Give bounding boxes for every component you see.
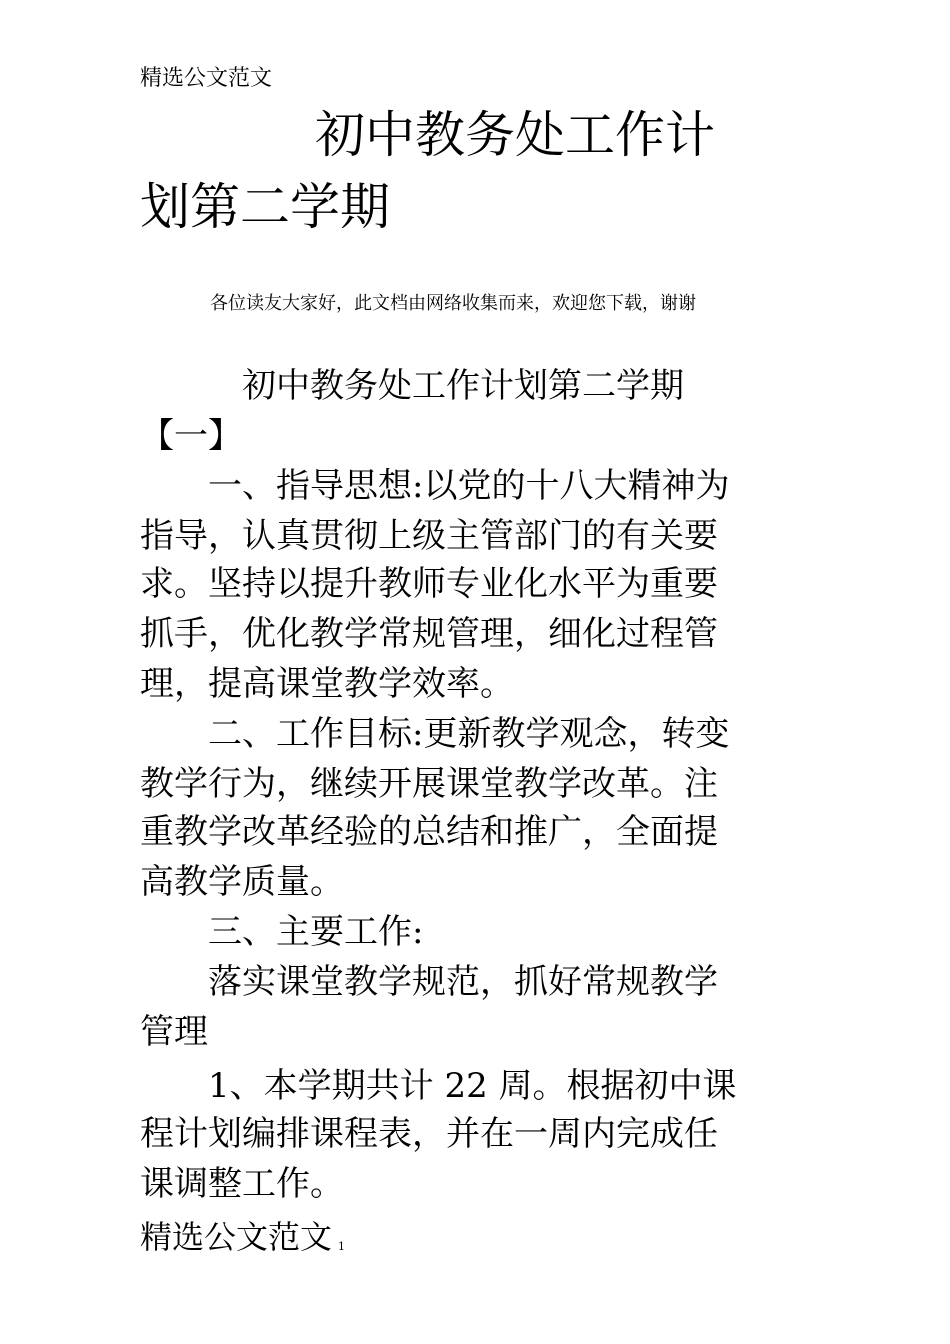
footer-watermark-text: 精选公文范文 xyxy=(140,1218,333,1256)
greeting-text: 各位读友大家好，此文档由网络收集而来，欢迎您下载，谢谢 xyxy=(210,293,696,314)
document-title-line-1: 初中教务处工作计 xyxy=(315,106,715,164)
body-line: 课调整工作。 xyxy=(140,1164,344,1204)
body-line: 教学行为，继续开展课堂教学改革。注 xyxy=(140,764,718,804)
header-watermark: 精选公文范文 xyxy=(140,66,273,91)
body-line: 【一】 xyxy=(140,416,242,456)
body-line: 三、主要工作: xyxy=(140,912,424,952)
body-line: 理，提高课堂教学效率。 xyxy=(140,664,514,704)
body-line: 求。坚持以提升教师专业化水平为重要 xyxy=(140,564,718,604)
body-line: 1、本学期共计 22 周。根据初中课 xyxy=(140,1066,737,1106)
document-title-line-2: 划第二学期 xyxy=(140,178,390,236)
body-line: 落实课堂教学规范，抓好常规教学 xyxy=(140,962,718,1002)
body-line: 重教学改革经验的总结和推广，全面提 xyxy=(140,812,718,852)
page-number: 1 xyxy=(338,1240,346,1253)
body-line: 程计划编排课程表，并在一周内完成任 xyxy=(140,1114,718,1154)
footer-watermark xyxy=(140,1213,345,1269)
body-line: 抓手，优化教学常规管理，细化过程管 xyxy=(140,614,718,654)
body-line: 初中教务处工作计划第二学期 xyxy=(140,366,684,406)
body-line: 一、指导思想:以党的十八大精神为 xyxy=(140,466,730,506)
body-line: 指导，认真贯彻上级主管部门的有关要 xyxy=(140,516,718,556)
body-line: 二、工作目标:更新教学观念，转变 xyxy=(140,714,730,754)
body-line: 管理 xyxy=(140,1012,208,1052)
body-line: 高教学质量。 xyxy=(140,862,344,902)
